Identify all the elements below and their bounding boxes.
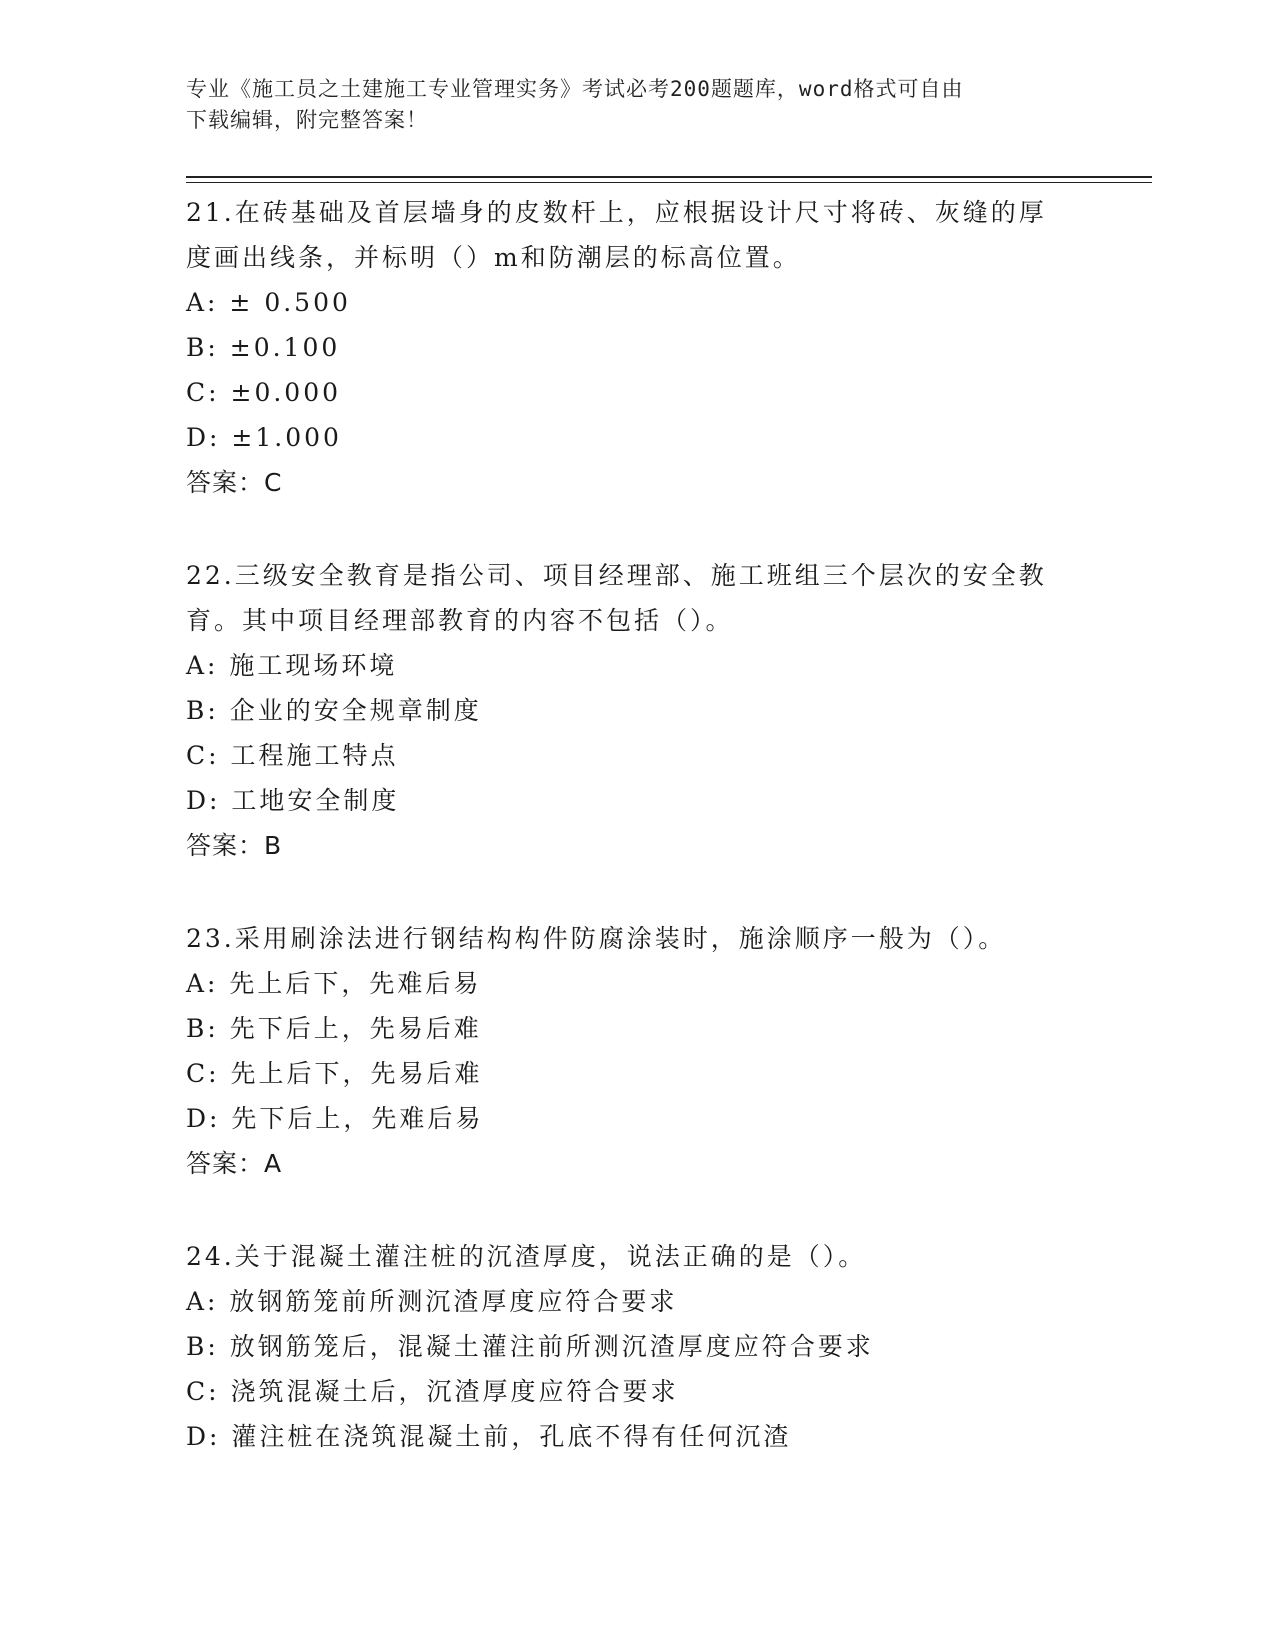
- question-stem-line: 22.三级安全教育是指公司、项目经理部、施工班组三个层次的安全教: [186, 561, 1047, 590]
- option-d: D: ±1.000: [186, 423, 342, 452]
- option-a: A: ± 0.500: [186, 288, 351, 317]
- option-b: B: ±0.100: [186, 333, 341, 362]
- question-21: [186, 190, 1086, 505]
- option-b: B: 放钢筋笼后，混凝土灌注前所测沉渣厚度应符合要求: [186, 1332, 874, 1361]
- option-c: C: ±0.000: [186, 378, 342, 407]
- header-divider-thin: [186, 182, 1152, 183]
- question-22: [186, 553, 1086, 868]
- option-b: B: 企业的安全规章制度: [186, 696, 482, 725]
- header-line-1: 专业《施工员之土建施工专业管理实务》考试必考200题题库，word格式可自由: [186, 77, 964, 101]
- question-stem-line: 23.采用刷涂法进行钢结构构件防腐涂装时，施涂顺序一般为（）。: [186, 924, 1007, 953]
- question-stem-line: 度画出线条，并标明（）m和防潮层的标高位置。: [186, 243, 801, 272]
- option-c: C: 先上后下，先易后难: [186, 1059, 483, 1088]
- option-b: B: 先下后上，先易后难: [186, 1014, 482, 1043]
- header-divider-thick: [186, 176, 1152, 178]
- document-header: [186, 74, 1066, 136]
- header-line-2: 下载编辑，附完整答案！: [186, 108, 428, 132]
- option-a: A: 施工现场环境: [186, 651, 398, 680]
- option-d: D: 先下后上，先难后易: [186, 1104, 484, 1133]
- question-23: [186, 916, 1086, 1186]
- option-c: C: 工程施工特点: [186, 741, 399, 770]
- option-a: A: 放钢筋笼前所测沉渣厚度应符合要求: [186, 1287, 678, 1316]
- answer-line: 答案：B: [186, 831, 283, 860]
- answer-line: 答案：A: [186, 1149, 283, 1178]
- option-d: D: 工地安全制度: [186, 786, 400, 815]
- question-24: [186, 1234, 1086, 1459]
- option-d: D: 灌注桩在浇筑混凝土前，孔底不得有任何沉渣: [186, 1422, 792, 1451]
- question-stem-line: 21.在砖基础及首层墙身的皮数杆上，应根据设计尺寸将砖、灰缝的厚: [186, 198, 1047, 227]
- option-c: C: 浇筑混凝土后，沉渣厚度应符合要求: [186, 1377, 679, 1406]
- question-stem-line: 育。其中项目经理部教育的内容不包括（）。: [186, 606, 734, 635]
- answer-line: 答案：C: [186, 468, 283, 497]
- option-a: A: 先上后下，先难后易: [186, 969, 482, 998]
- question-stem-line: 24.关于混凝土灌注桩的沉渣厚度，说法正确的是（）。: [186, 1242, 867, 1271]
